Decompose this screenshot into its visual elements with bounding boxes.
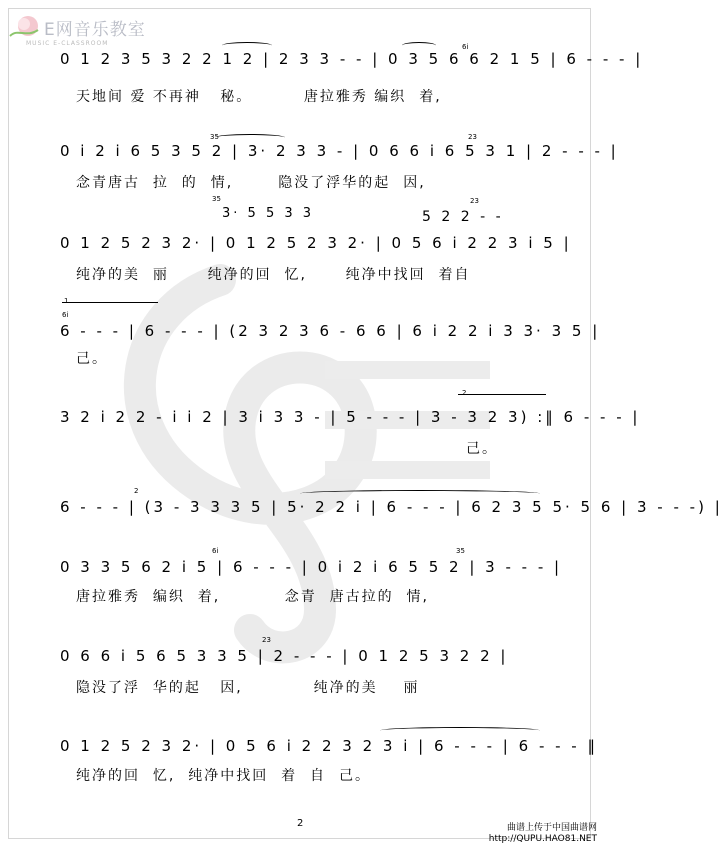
grace-notation: 5 2 2 - - — [422, 209, 504, 225]
flower-logo-icon — [8, 14, 42, 40]
grace-mark: 6i — [462, 43, 469, 51]
notation-line: 3 2 i 2 2 - i i 2 | 3 i 3 3 - | 5 - - - | 3 - 3 2 3) :‖ 6 - - - | — [60, 408, 641, 426]
volta-mark: 1. — [64, 297, 71, 305]
grace-mark: 23 — [262, 636, 271, 644]
lyrics-line: 隐没了浮 华的起 因, 纯净的美 丽 — [76, 680, 420, 696]
lyrics-line: 唐拉雅秀 编织 着, 念青 唐古拉的 情, — [76, 589, 430, 605]
lyrics-line: 念青唐古 拉 的 情, 隐没了浮华的起 因, — [76, 175, 426, 191]
lyrics-line: 纯净的美 丽 纯净的回 忆, 纯净中找回 着自 — [76, 267, 471, 283]
lyrics-line: 己。 — [76, 351, 108, 367]
slur — [215, 134, 285, 141]
grace-notation: 3· 5 5 3 3 — [222, 205, 315, 221]
page-number: 2 — [297, 818, 304, 829]
grace-mark: 6i — [62, 311, 69, 319]
grace-mark: 23 — [468, 133, 477, 141]
grace-mark: 23 — [470, 197, 479, 205]
logo-subtitle: MUSIC E-CLASSROOM — [26, 40, 109, 47]
grace-mark: 35 — [212, 195, 221, 203]
notation-line: 0 3 3 5 6 2 i 5 | 6 - - - | 0 i 2 i 6 5 5 2 | 3 - - - | — [60, 558, 563, 576]
lyrics-line: 纯净的回 忆, 纯净中找回 着 自 己。 — [76, 768, 371, 784]
notation-line: 0 6 6 i 5 6 5 3 3 5 | 2 - - - | 0 1 2 5 3 2 2 | — [60, 647, 509, 665]
treble-clef-watermark — [70, 250, 500, 670]
notation-line: 0 i 2 i 6 5 3 5 2 | 3· 2 3 3 - | 0 6 6 i 6 5 3 1 | 2 - - - | — [60, 142, 619, 160]
volta-bracket — [458, 394, 546, 395]
notation-line: 0 1 2 3 5 3 2 2 1 2 | 2 3 3 - - | 0 3 5 6 6 2 1 5 | 6 - - - | — [60, 50, 644, 68]
logo-text: E网音乐教室 — [44, 19, 146, 40]
volta-mark: 2. — [462, 389, 469, 397]
lyrics-line: 己。 — [466, 441, 498, 457]
slur — [300, 490, 540, 497]
site-logo — [8, 14, 146, 40]
notation-line: 6 - - - | (3 - 3 3 3 5 | 5· 2 2 i | 6 - - - | 6 2 3 5 5· 5 6 | 3 - - -) | — [60, 498, 723, 516]
grace-mark: 35 — [456, 547, 465, 555]
grace-mark: 2 — [134, 487, 139, 495]
notation-line: 0 1 2 5 2 3 2· | 0 5 6 i 2 2 3 2 3 i | 6 - - - | 6 - - - ‖ — [60, 737, 598, 755]
slur — [380, 727, 540, 734]
grace-mark: 35 — [210, 133, 219, 141]
notation-line: 0 1 2 5 2 3 2· | 0 1 2 5 2 3 2· | 0 5 6 i 2 2 3 i 5 | — [60, 234, 572, 252]
footer-line-2: http://QUPU.HAO81.NET — [488, 834, 597, 844]
grace-mark: 6i — [212, 547, 219, 555]
slur — [222, 42, 272, 49]
footer-line-1: 曲谱上传于中国曲谱网 — [506, 823, 597, 833]
notation-line: 6 - - - | 6 - - - | (2 3 2 3 6 - 6 6 | 6 i 2 2 i 3 3· 3 5 | — [60, 322, 601, 340]
lyrics-line: 天地间 爱 不再神 秘。 唐拉雅秀 编织 着, — [76, 89, 442, 105]
slur — [402, 42, 436, 49]
footer-credit — [489, 823, 597, 845]
volta-bracket — [62, 302, 158, 303]
